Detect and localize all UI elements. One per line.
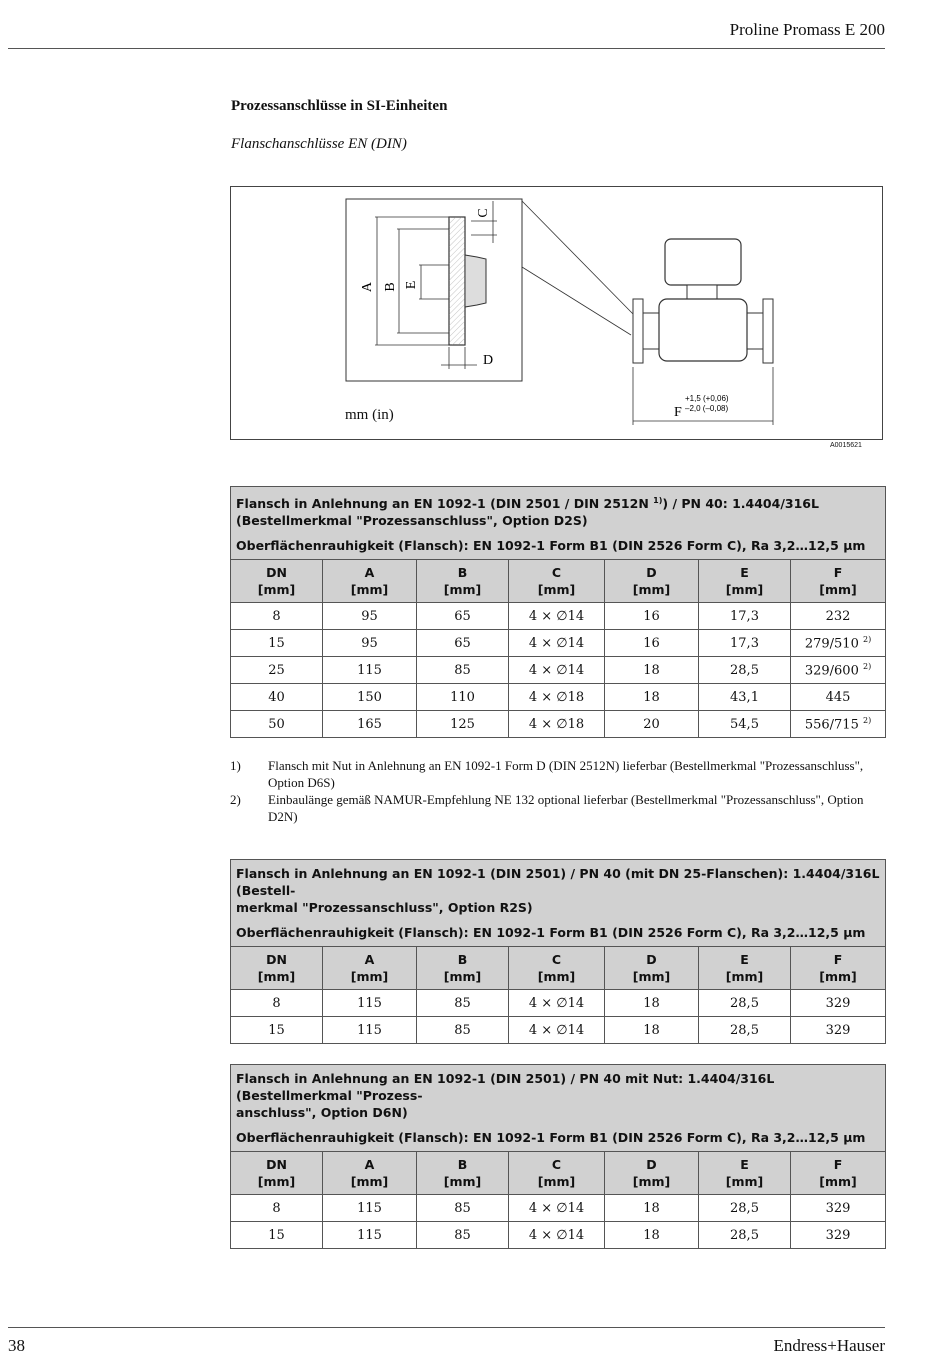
tolerance-minus: –2,0 (–0,08) xyxy=(685,404,729,413)
footer-brand: Endress+Hauser xyxy=(773,1336,885,1355)
footer-rule xyxy=(8,1327,885,1328)
dim-label-d: D xyxy=(483,353,494,368)
col-header-a: A [mm] xyxy=(323,560,417,603)
figure-unit-label: mm (in) xyxy=(345,407,394,423)
table-row: 8 115 85 4 × ∅14 18 28,5 329 xyxy=(231,990,886,1017)
flange-table-d2s xyxy=(230,486,886,738)
tolerance-plus: +1,5 (+0,06) xyxy=(685,394,729,403)
col-header-dn: DN [mm] xyxy=(231,560,323,603)
table-title: Flansch in Anlehnung an EN 1092-1 (DIN 2501 / DIN 2512N $^{1)}$) / PN 40: 1.4404/316L (Bestellmerkmal "Prozessanschluss", Option D2S) xyxy=(231,487,886,535)
section-title: Prozessanschlüsse in SI-Einheiten xyxy=(231,98,448,114)
table-row: 15 115 85 4 × ∅14 18 28,5 329 xyxy=(231,1017,886,1044)
table-surface-note: Oberflächenrauhigkeit (Flansch): EN 1092-1 Form B1 (DIN 2526 Form C), Ra 3,2…12,5 µm xyxy=(231,534,886,560)
table-title: Flansch in Anlehnung an EN 1092-1 (DIN 2501) / PN 40 mit Nut: 1.4404/316L (Bestellmerkmal "Prozess- anschluss", Option D6N) xyxy=(231,1065,886,1127)
col-header-e: E [mm] xyxy=(699,560,791,603)
flange-table-r2s xyxy=(230,859,886,1044)
dim-label-a: A xyxy=(360,281,375,293)
dim-label-f: F xyxy=(674,405,682,420)
table-title: Flansch in Anlehnung an EN 1092-1 (DIN 2501) / PN 40 (mit DN 25-Flanschen): 1.4404/316L (Bestell- merkmal "Prozessanschluss", Option R2S) xyxy=(231,860,886,922)
footnote-2: 2) Einbaulänge gemäß NAMUR-Empfehlung NE 132 optional lieferbar (Bestellmerkmal "Prozessanschluss", Option D2N) xyxy=(230,792,864,824)
flange-table-d6n xyxy=(230,1064,886,1249)
table-row: 15 115 85 4 × ∅14 18 28,5 329 xyxy=(231,1222,886,1249)
col-header-c: C [mm] xyxy=(509,560,605,603)
dim-label-c: C xyxy=(476,208,491,218)
table-row: 50 165 125 4 × ∅18 20 54,5 556/715 $^{2)}$ xyxy=(231,711,886,738)
flange-drawing-svg xyxy=(231,187,884,441)
table-row: 25 115 85 4 × ∅14 18 28,5 329/600 $^{2)}$ xyxy=(231,657,886,684)
section-subtitle: Flanschanschlüsse EN (DIN) xyxy=(231,136,407,152)
table-header-row: DN [mm] A [mm] B [mm] C [mm] D [mm] E [mm] F [mm] xyxy=(231,947,886,990)
col-header-d: D [mm] xyxy=(605,560,699,603)
figure-code: A0015621 xyxy=(830,442,862,449)
table-row: 8 95 65 4 × ∅14 16 17,3 232 xyxy=(231,603,886,630)
table-surface-note: Oberflächenrauhigkeit (Flansch): EN 1092-1 Form B1 (DIN 2526 Form C), Ra 3,2…12,5 µm xyxy=(231,1126,886,1152)
page-number: 38 xyxy=(8,1336,25,1355)
header-rule xyxy=(8,48,885,49)
col-header-f: F [mm] xyxy=(791,560,886,603)
table-row: 40 150 110 4 × ∅18 18 43,1 445 xyxy=(231,684,886,711)
dim-label-b: B xyxy=(383,282,398,292)
footnote-1: 1) Flansch mit Nut in Anlehnung an EN 1092-1 Form D (DIN 2512N) lieferbar (Bestellmerkmal "Prozessanschluss", Option D6S) xyxy=(230,758,864,790)
flange-drawing xyxy=(230,186,883,440)
table-row: 8 115 85 4 × ∅14 18 28,5 329 xyxy=(231,1195,886,1222)
document-header-title: Proline Promass E 200 xyxy=(729,20,885,39)
table-header-row: DN [mm] A [mm] B [mm] C [mm] D [mm] E [mm] F [mm] xyxy=(231,1152,886,1195)
table-surface-note: Oberflächenrauhigkeit (Flansch): EN 1092-1 Form B1 (DIN 2526 Form C), Ra 3,2…12,5 µm xyxy=(231,921,886,947)
col-header-b: B [mm] xyxy=(417,560,509,603)
dim-label-e: E xyxy=(404,280,419,290)
table-header-row xyxy=(231,560,886,603)
table-row: 15 95 65 4 × ∅14 16 17,3 279/510 $^{2)}$ xyxy=(231,630,886,657)
